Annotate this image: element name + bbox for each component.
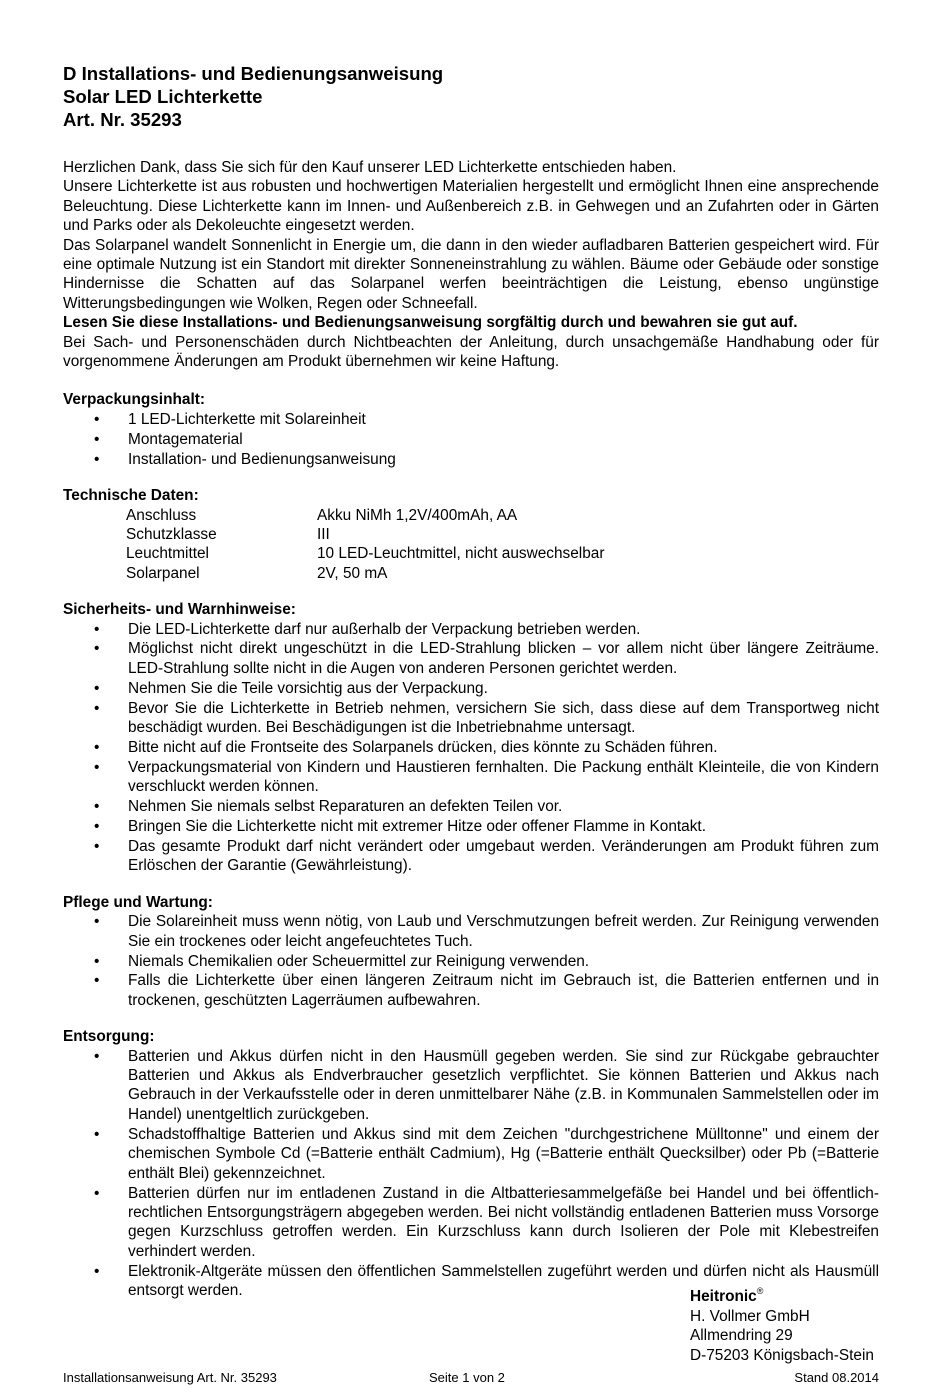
tech-row <box>63 544 879 563</box>
footer-date: Stand 08.2014 <box>794 1370 879 1385</box>
disposal-section <box>63 1027 879 1300</box>
list-item <box>63 971 879 1010</box>
bullet-icon: • <box>94 620 100 638</box>
safety-heading: Sicherheits- und Warnhinweise: <box>63 601 296 619</box>
list-item-text: Elektronik-Altgeräte müssen den öffentlichen Sammelstellen zugeführt werden und dürfen nicht als Hausmüll entsorgt werden. <box>128 1262 879 1300</box>
list-item <box>63 450 879 469</box>
disposal-list <box>63 1047 879 1301</box>
tech-value: III <box>317 525 330 543</box>
footer-doc-name: Installationsanweisung Art. Nr. 35293 <box>63 1370 277 1385</box>
document-page <box>63 62 879 1301</box>
list-item-text: Schadstoffhaltige Batterien und Akkus sind mit dem Zeichen "durchgestrichene Mülltonne" und einem der chemischen Symbole Cd (=Batterie enthält Cadmium), Hg (=Batterie enthält Quecksilber) oder Pb (=Batterie enthält Blei) gekennzeichnet. <box>128 1125 879 1182</box>
list-item <box>63 679 879 698</box>
bullet-icon: • <box>94 640 100 658</box>
footer-page-number: Seite 1 von 2 <box>429 1370 505 1385</box>
list-item <box>63 738 879 757</box>
bullet-icon: • <box>94 450 100 468</box>
list-item <box>63 837 879 876</box>
care-list <box>63 912 879 1010</box>
title-line-3: Art. Nr. 35293 <box>63 109 182 130</box>
list-item-text: Batterien dürfen nur im entladenen Zustand in die Altbatteriesammelgefäße bei Handel und bei öffentlich-rechtlichen Entsorgungsträgern abgegeben werden. Bei nicht vollständig entladenen Batterien muss Vorsorge gegen Kurzschluss getroffen werden. Ein Kurzschluss kann durch Isolieren der Pole mit Klebestreifen verhindert werden. <box>128 1184 879 1260</box>
tech-key: Anschluss <box>126 506 197 524</box>
package-list <box>63 410 879 469</box>
care-section <box>63 893 879 1010</box>
bullet-icon: • <box>94 758 100 776</box>
company-street: Allmendring 29 <box>690 1327 793 1345</box>
list-item <box>63 699 879 738</box>
list-item-text: Niemals Chemikalien oder Scheuermittel zur Reinigung verwenden. <box>128 952 590 970</box>
list-item <box>63 952 879 971</box>
tech-row <box>63 506 879 525</box>
tech-key: Solarpanel <box>126 564 200 582</box>
registered-mark: ® <box>756 1286 764 1296</box>
bullet-icon: • <box>94 798 100 816</box>
list-item-text: Bitte nicht auf die Frontseite des Solarpanels drücken, dies könnte zu Schäden führen. <box>128 738 718 756</box>
bullet-icon: • <box>94 913 100 931</box>
package-heading: Verpackungsinhalt: <box>63 391 205 409</box>
bullet-icon: • <box>94 838 100 855</box>
package-section <box>63 390 879 469</box>
list-item <box>63 797 879 816</box>
list-item-text: Batterien und Akkus dürfen nicht in den Hausmüll gegeben werden. Sie sind zur Rückgabe gebrauchter Batterien und Akkus als Endverbraucher gesetzlich verpflichtet. Sie können Batterien und Akkus nach Gebrauch in der Verkaufsstelle oder in deren unmittelbarer Nähe (z.B. in Kommunalen Sammelstellen oder im Handel) unentgeltlich zurückgeben. <box>128 1047 879 1123</box>
list-item-text: Falls die Lichterkette über einen längeren Zeitraum nicht im Gebrauch ist, die Batterien entfernen und in trockenen, geschützten Lagerräumen aufbewahren. <box>128 972 879 1009</box>
safety-section <box>63 600 879 876</box>
list-item-text: Verpackungsmaterial von Kindern und Haustieren fernhalten. Die Packung enthält Kleinteile, die von Kindern verschluckt werden können. <box>128 758 879 796</box>
bullet-icon: • <box>94 410 100 428</box>
bullet-icon: • <box>94 738 100 756</box>
list-item <box>63 620 879 639</box>
intro-paragraph-3: Das Solarpanel wandelt Sonnenlicht in Energie um, die dann in den wieder aufladbaren Batterien gespeichert wird. Für eine optimale Nutzung ist ein Standort mit direkter Sonneneinstrahlung zu wählen. Bäume oder Gebäude oder sonstige Hindernisse die Schatten auf das Solarpanel werfen beeinträchtigen die Leistung, ebenso ungünstige Witterungsbedingungen wie Wolken, Regen oder Schneefall. <box>63 236 879 312</box>
intro-notice: Lesen Sie diese Installations- und Bedienungsanweisung sorgfältig durch und bewahren sie gut auf. <box>63 314 798 332</box>
list-item-text: Bringen Sie die Lichterkette nicht mit extremer Hitze oder offener Flamme in Kontakt. <box>128 818 706 836</box>
tech-section <box>63 486 879 583</box>
list-item <box>63 1184 879 1262</box>
bullet-icon: • <box>94 952 100 970</box>
tech-key: Leuchtmittel <box>126 545 209 563</box>
list-item <box>63 410 879 429</box>
bullet-icon: • <box>94 1125 100 1143</box>
tech-table <box>63 506 879 584</box>
tech-key: Schutzklasse <box>126 525 217 543</box>
company-signature <box>690 1282 874 1365</box>
brand-line <box>690 1282 874 1307</box>
intro-liability: Bei Sach- und Personenschäden durch Nichtbeachten der Anleitung, durch unsachgemäße Handhabung oder für vorgenommene Änderungen am Produkt übernehmen wir keine Haftung. <box>63 333 879 371</box>
title-block <box>63 62 879 131</box>
title-line-1: D Installations- und Bedienungsanweisung <box>63 63 444 84</box>
bullet-icon: • <box>94 1262 100 1280</box>
intro-paragraph-2: Unsere Lichterkette ist aus robusten und hochwertigen Materialien hergestellt und ermöglicht Ihnen eine ansprechende Beleuchtung. Diese Lichterkette kann im Innen- und Außenbereich z.B. in Gehwegen und an Zufahrten oder in Gärten und Parks oder als Dekoleuchte eingesetzt werden. <box>63 178 879 235</box>
list-item <box>63 1047 879 1125</box>
tech-row <box>63 525 879 544</box>
list-item <box>63 1125 879 1183</box>
list-item <box>63 430 879 449</box>
list-item <box>63 912 879 951</box>
company-name: H. Vollmer GmbH <box>690 1307 810 1325</box>
title-line-2: Solar LED Lichterkette <box>63 86 263 107</box>
safety-list <box>63 620 879 876</box>
list-item-text: Das gesamte Produkt darf nicht verändert oder umgebaut werden. Veränderungen am Produkt führen zum Erlöschen der Garantie (Gewährleistung). <box>128 838 879 875</box>
disposal-heading: Entsorgung: <box>63 1028 155 1046</box>
bullet-icon: • <box>94 679 100 697</box>
list-item-text: Möglichst nicht direkt ungeschützt in die LED-Strahlung blicken – vor allem nicht über längere Zeiträume. LED-Strahlung sollte nicht in die Augen von anderen Personen gerichtet werden. <box>128 640 879 677</box>
brand-name: Heitronic <box>690 1288 757 1305</box>
list-item <box>63 639 879 678</box>
list-item-text: Nehmen Sie die Teile vorsichtig aus der Verpackung. <box>128 679 488 697</box>
intro-section <box>63 158 879 371</box>
tech-value: Akku NiMh 1,2V/400mAh, AA <box>317 506 518 524</box>
list-item-text: 1 LED-Lichterkette mit Solareinheit <box>128 410 366 428</box>
bullet-icon: • <box>94 1047 100 1065</box>
tech-value: 10 LED-Leuchtmittel, nicht auswechselbar <box>317 545 605 563</box>
list-item <box>63 758 879 797</box>
list-item-text: Bevor Sie die Lichterkette in Betrieb nehmen, versichern Sie sich, dass diese auf dem Transportweg nicht beschädigt wurden. Bei Beschädigungen ist die Inbetriebnahme untersagt. <box>128 699 879 737</box>
list-item-text: Montagematerial <box>128 430 243 448</box>
tech-heading: Technische Daten: <box>63 487 199 505</box>
care-heading: Pflege und Wartung: <box>63 893 213 911</box>
list-item-text: Nehmen Sie niemals selbst Reparaturen an defekten Teilen vor. <box>128 798 563 816</box>
tech-row <box>63 564 879 583</box>
bullet-icon: • <box>94 430 100 448</box>
list-item <box>63 817 879 836</box>
bullet-icon: • <box>94 972 100 990</box>
list-item-text: Die LED-Lichterkette darf nur außerhalb der Verpackung betrieben werden. <box>128 620 641 638</box>
list-item-text: Die Solareinheit muss wenn nötig, von Laub und Verschmutzungen befreit werden. Zur Reinigung verwenden Sie ein trockenes oder leicht angefeuchtetes Tuch. <box>128 913 879 950</box>
bullet-icon: • <box>94 699 100 717</box>
tech-value: 2V, 50 mA <box>317 564 388 582</box>
bullet-icon: • <box>94 818 100 836</box>
bullet-icon: • <box>94 1184 100 1202</box>
company-city: D-75203 Königsbach-Stein <box>690 1346 874 1364</box>
intro-paragraph-1: Herzlichen Dank, dass Sie sich für den Kauf unserer LED Lichterkette entschieden haben. <box>63 159 677 176</box>
list-item-text: Installation- und Bedienungsanweisung <box>128 450 396 468</box>
